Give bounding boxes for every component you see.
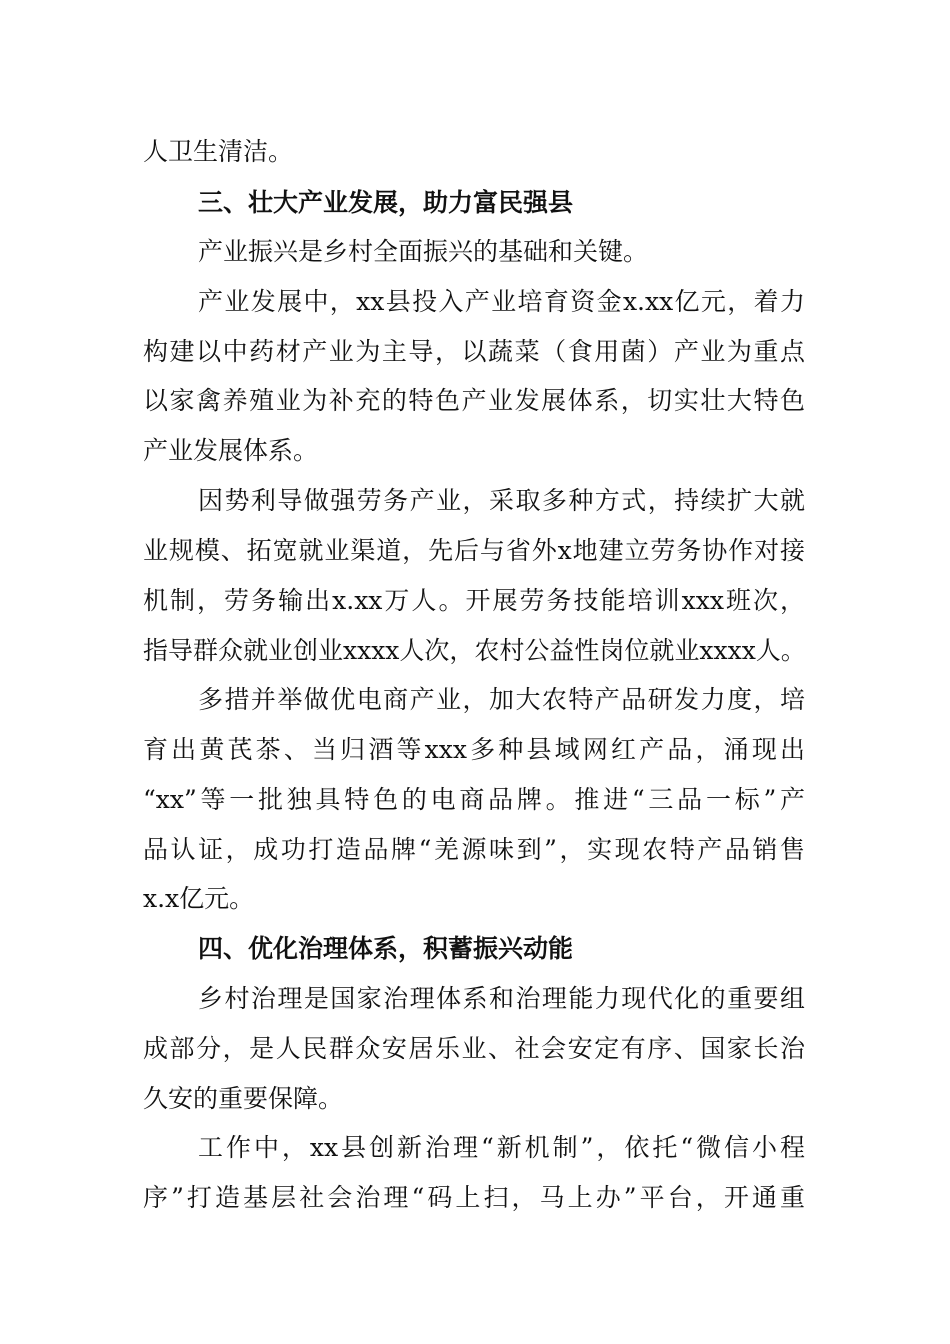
paragraph-line: 业规模、拓宽就业渠道，先后与省外x地建立劳务协作对接 [143,536,805,565]
section-heading: 四、优化治理体系，积蓄振兴动能 [198,934,574,963]
paragraph-line: 机制，劳务输出x.xx万人。开展劳务技能培训xxx班次， [143,586,805,615]
paragraph-line: 序”打造基层社会治理“码上扫，马上办”平台，开通重 [143,1183,805,1212]
paragraph-line: 品认证，成功打造品牌“羌源味到”，实现农特产品销售 [143,835,805,864]
paragraph-line: 因势利导做强劳务产业，采取多种方式，持续扩大就 [198,486,805,515]
paragraph-line: 以家禽养殖业为补充的特色产业发展体系，切实壮大特色 [143,386,805,415]
section-heading: 三、壮大产业发展，助力富民强县 [198,188,574,217]
paragraph-line: 多措并举做优电商产业，加大农特产品研发力度，培 [198,685,805,714]
paragraph-line: “xx”等一批独具特色的电商品牌。推进“三品一标”产 [143,785,805,814]
paragraph-line: 产业发展中，xx县投入产业培育资金x.xx亿元，着力 [198,287,805,316]
paragraph-line: 成部分，是人民群众安居乐业、社会安定有序、国家长治 [143,1034,805,1063]
paragraph-line: 产业发展体系。 [143,436,319,465]
paragraph-line: 久安的重要保障。 [143,1084,344,1113]
paragraph-line: 育出黄芪茶、当归酒等xxx多种县域网红产品，涌现出 [143,735,805,764]
paragraph-line: 产业振兴是乡村全面振兴的基础和关键。 [198,237,649,266]
paragraph-line: 构建以中药材产业为主导，以蔬菜（食用菌）产业为重点 [143,337,805,366]
paragraph-line: 人卫生清洁。 [143,137,294,166]
paragraph-line: 指导群众就业创业xxxx人次，农村公益性岗位就业xxxx人。 [143,636,806,665]
paragraph-line: 乡村治理是国家治理体系和治理能力现代化的重要组 [198,984,805,1013]
paragraph-line: 工作中，xx县创新治理“新机制”，依托“微信小程 [198,1133,805,1162]
paragraph-line: x.x亿元。 [143,884,255,913]
